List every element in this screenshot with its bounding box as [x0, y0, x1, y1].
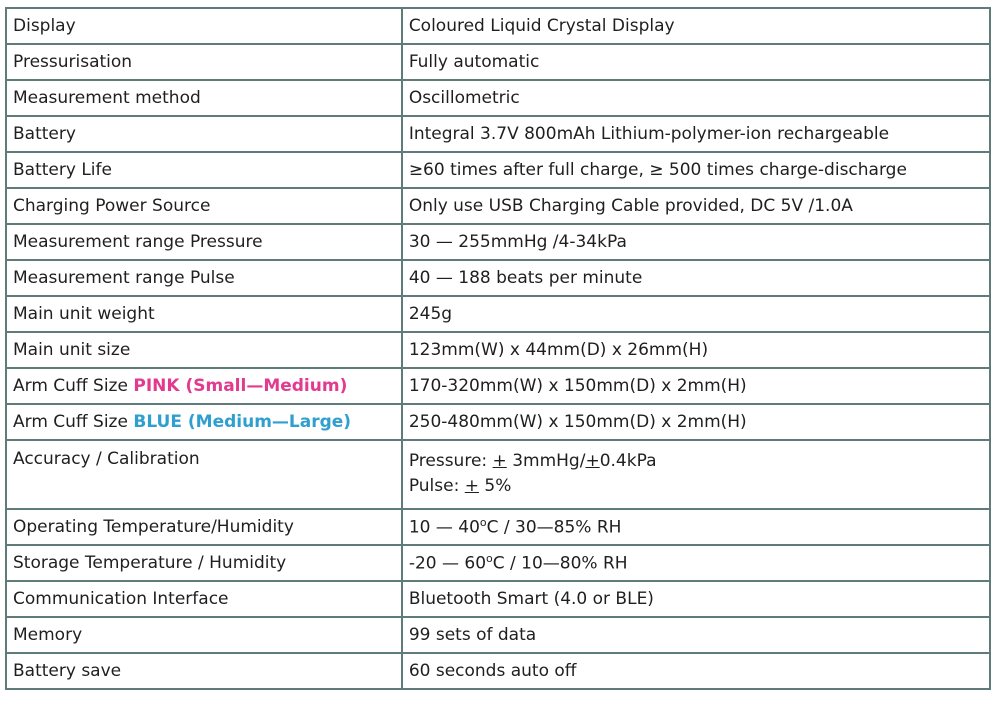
row-label	[6, 368, 402, 404]
humidity-range: C / 10—80% RH	[492, 553, 628, 574]
table-row	[6, 368, 990, 404]
table-row	[6, 404, 990, 440]
row-value: Oscillometric	[402, 80, 990, 116]
row-label-prefix: Arm Cuff Size	[13, 376, 134, 396]
plus-minus-symbol: +	[492, 451, 507, 471]
plus-minus-symbol: +	[464, 476, 479, 496]
table-row	[6, 188, 990, 224]
row-value: Fully automatic	[402, 44, 990, 80]
degree-symbol: o	[479, 516, 487, 530]
row-value: 40 — 188 beats per minute	[402, 260, 990, 296]
row-label: Operating Temperature/Humidity	[6, 509, 402, 545]
row-label-prefix: Arm Cuff Size	[13, 412, 134, 432]
row-label: Accuracy / Calibration	[6, 440, 402, 509]
plus-minus-symbol: +	[585, 451, 600, 471]
pulse-accuracy	[409, 474, 983, 499]
row-label: Main unit weight	[6, 296, 402, 332]
pulse-accuracy-value: 5%	[478, 476, 512, 496]
table-row	[6, 440, 990, 509]
row-label: Measurement range Pulse	[6, 260, 402, 296]
row-value: 60 seconds auto off	[402, 653, 990, 689]
table-row	[6, 152, 990, 188]
row-label: Pressurisation	[6, 44, 402, 80]
row-label: Battery	[6, 116, 402, 152]
row-label: Communication Interface	[6, 581, 402, 617]
table-row	[6, 509, 990, 545]
temp-range: -20 — 60	[408, 553, 487, 574]
pulse-prefix: Pulse:	[408, 476, 465, 496]
blue-cuff-label: BLUE (Medium—Large)	[133, 412, 352, 432]
table-row	[6, 545, 990, 581]
row-value: 250-480mm(W) x 150mm(D) x 2mm(H)	[402, 404, 990, 440]
table-row	[6, 617, 990, 653]
table-row	[6, 296, 990, 332]
row-value: Coloured Liquid Crystal Display	[402, 8, 990, 44]
row-value: Only use USB Charging Cable provided, DC 5V /1.0A	[402, 188, 990, 224]
row-label	[6, 404, 402, 440]
row-label: Measurement range Pressure	[6, 224, 402, 260]
table-row	[6, 260, 990, 296]
table-row	[6, 116, 990, 152]
specification-table	[5, 7, 991, 690]
table-row	[6, 80, 990, 116]
pressure-accuracy	[409, 449, 983, 474]
table-row	[6, 332, 990, 368]
row-value	[402, 509, 990, 545]
row-value	[402, 440, 990, 509]
row-label: Measurement method	[6, 80, 402, 116]
row-value: Integral 3.7V 800mAh Lithium-polymer-ion rechargeable	[402, 116, 990, 152]
row-value: ≥60 times after full charge, ≥ 500 times charge-discharge	[402, 152, 990, 188]
row-value: 245g	[402, 296, 990, 332]
degree-symbol: o	[486, 552, 493, 566]
row-label: Charging Power Source	[6, 188, 402, 224]
table-row	[6, 8, 990, 44]
row-label: Battery save	[6, 653, 402, 689]
pressure-accuracy-mmhg: 3mmHg/	[506, 451, 586, 471]
pink-cuff-label: PINK (Small—Medium)	[133, 376, 348, 396]
row-label: Memory	[6, 617, 402, 653]
humidity-range: C / 30—85% RH	[486, 517, 622, 538]
row-value: 170-320mm(W) x 150mm(D) x 2mm(H)	[402, 368, 990, 404]
temp-range: 10 — 40	[408, 517, 480, 538]
pressure-accuracy-kpa: 0.4kPa	[599, 451, 657, 471]
table-row	[6, 224, 990, 260]
row-value: Bluetooth Smart (4.0 or BLE)	[402, 581, 990, 617]
row-value: 30 — 255mmHg /4-34kPa	[402, 224, 990, 260]
row-value	[402, 545, 990, 581]
row-label: Main unit size	[6, 332, 402, 368]
table-row	[6, 581, 990, 617]
row-label: Battery Life	[6, 152, 402, 188]
row-value: 99 sets of data	[402, 617, 990, 653]
table-row	[6, 653, 990, 689]
row-value: 123mm(W) x 44mm(D) x 26mm(H)	[402, 332, 990, 368]
table-row	[6, 44, 990, 80]
pressure-prefix: Pressure:	[408, 451, 493, 471]
row-label: Storage Temperature / Humidity	[6, 545, 402, 581]
row-label: Display	[6, 8, 402, 44]
